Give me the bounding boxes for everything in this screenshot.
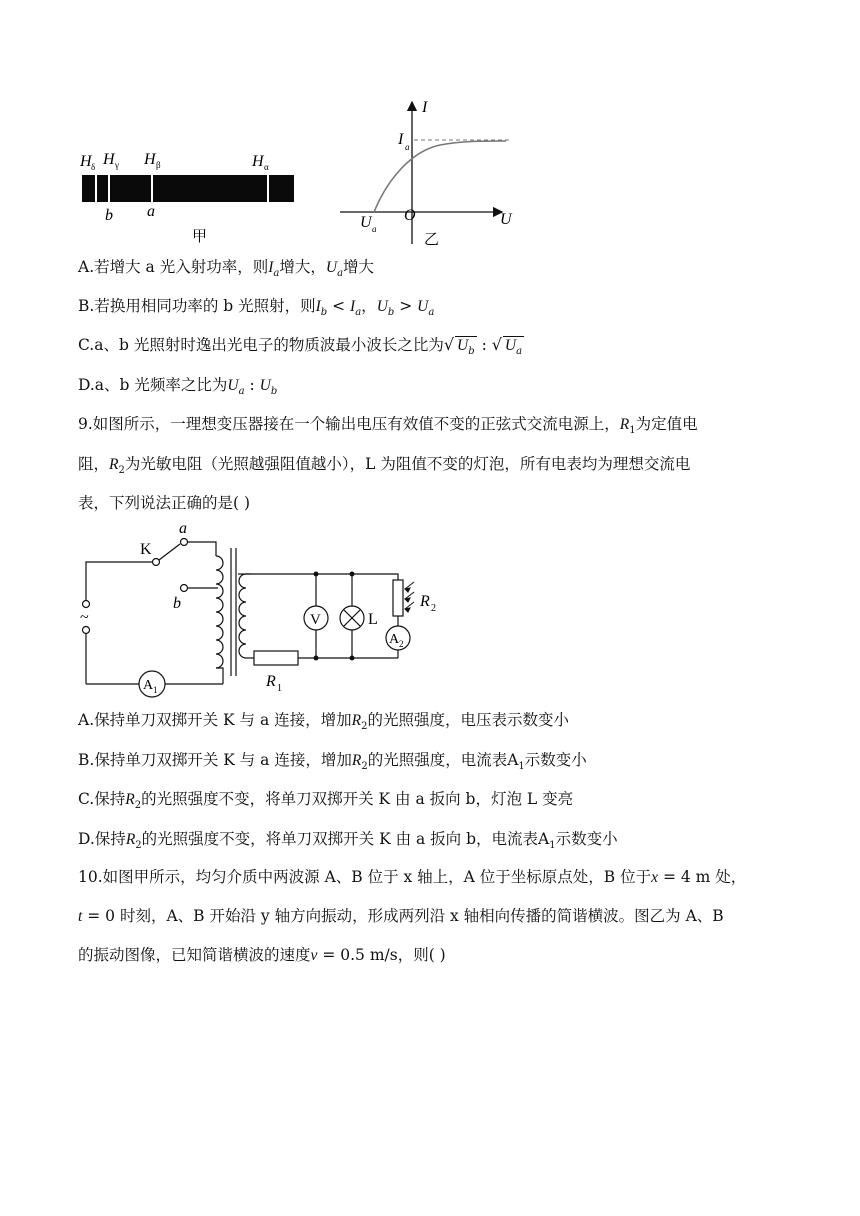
- resistor-r1: [254, 651, 298, 665]
- q10-line-2: t = 0 时刻，A、B 开始沿 y 轴方向振动，形成两列沿 x 轴相向传播的简谐横波。图乙为 A、B: [78, 907, 724, 925]
- q8-option-c: C.a、b 光照射时逸出光电子的物质波最小波长之比为√ $U_b$ : √ $U_a$: [78, 334, 820, 360]
- svg-text:a: a: [405, 142, 410, 152]
- line-h-beta: [151, 175, 153, 202]
- r2-label: R: [420, 593, 430, 610]
- secondary-circuit: [76, 518, 456, 698]
- label-a: a: [147, 203, 155, 220]
- svg-text:1: 1: [277, 683, 282, 694]
- spectrum-figure: [78, 148, 303, 244]
- svg-text:β: β: [156, 160, 161, 170]
- q9-option-d: D.保持$R_2$的光照强度不变，将单刀双掷开关 K 由 a 扳向 b，电流表$A_1$示数变小: [78, 830, 618, 851]
- contact-a-label: a: [179, 520, 187, 537]
- caption-yi: 乙: [424, 232, 440, 248]
- q9-option-b: B.保持单刀双掷开关 K 与 a 连接，增加$R_2$的光照强度，电流表$A_1$示数变小: [78, 751, 587, 772]
- label-h-delta: H: [80, 153, 92, 170]
- svg-text:δ: δ: [91, 162, 96, 172]
- svg-text:1: 1: [153, 685, 158, 695]
- svg-text:2: 2: [399, 639, 404, 649]
- svg-text:γ: γ: [115, 160, 119, 170]
- label-b: b: [105, 207, 113, 224]
- spectrum-bar: [82, 175, 294, 202]
- y-axis-label: I: [422, 99, 428, 116]
- contact-b-label: b: [173, 595, 181, 612]
- label-h-alpha: H: [252, 153, 264, 170]
- saturation-current-label: I: [398, 131, 404, 148]
- q9-stem-line-1: 9.如图所示，一理想变压器接在一个输出电压有效值不变的正弦式交流电源上，$R_1$为定值电: [78, 415, 698, 436]
- q8-option-b: B.若换用相同功率的 b 光照射，则$I_b < I_a$，$U_b > U_a$: [78, 297, 435, 318]
- q9-stem-line-2: 阻，$R_2$为光敏电阻（光照越强阻值越小），L 为阻值不变的灯泡，所有电表均为理想交流电: [78, 455, 691, 476]
- r1-label: R: [266, 673, 276, 690]
- q8-option-a: A.若增大 a 光入射功率，则$I_a$增大，$U_a$增大: [78, 258, 375, 279]
- svg-text:a: a: [372, 224, 377, 234]
- line-h-delta: [95, 175, 97, 202]
- svg-text:α: α: [264, 162, 269, 172]
- secondary-wire-upper: [246, 574, 398, 580]
- iv-curve: [374, 141, 506, 212]
- q10-line-3: 的振动图像，已知简谐横波的速度v = 0.5 m/s，则( ): [78, 946, 446, 964]
- light-arrows: [405, 582, 414, 612]
- svg-text:V: V: [310, 612, 321, 628]
- q9-option-a: A.保持单刀双掷开关 K 与 a 连接，增加$R_2$的光照强度，电压表示数变小: [78, 711, 570, 732]
- source-symbol: ~: [80, 609, 89, 626]
- label-h-beta: H: [144, 151, 156, 168]
- q10-line-1: 10.如图甲所示，均匀介质中两波源 A、B 位于 x 轴上，A 位于坐标原点处，B 位于x = 4 m 处，: [78, 868, 747, 886]
- stop-voltage-label: U: [360, 214, 372, 231]
- q8-option-d: D.a、b 光频率之比为$U_a$ : $U_b$: [78, 376, 278, 397]
- switch-label: K: [140, 541, 152, 558]
- origin-label: O: [404, 207, 416, 224]
- line-h-alpha: [267, 175, 269, 202]
- q9-option-c: C.保持$R_2$的光照强度不变，将单刀双掷开关 K 由 a 扳向 b，灯泡 L 变亮: [78, 790, 574, 811]
- label-h-gamma: H: [103, 151, 115, 168]
- svg-text:A: A: [143, 678, 154, 693]
- q9-stem-line-3: 表，下列说法正确的是( ): [78, 494, 251, 512]
- lamp-label: L: [368, 611, 378, 628]
- caption-jia: 甲: [192, 229, 208, 244]
- svg-text:2: 2: [431, 603, 436, 614]
- svg-text:A: A: [389, 632, 400, 647]
- iv-curve-figure: [330, 96, 530, 248]
- photoresistor-r2: [393, 580, 403, 616]
- x-axis-label: U: [500, 211, 512, 228]
- line-h-gamma: [108, 175, 110, 202]
